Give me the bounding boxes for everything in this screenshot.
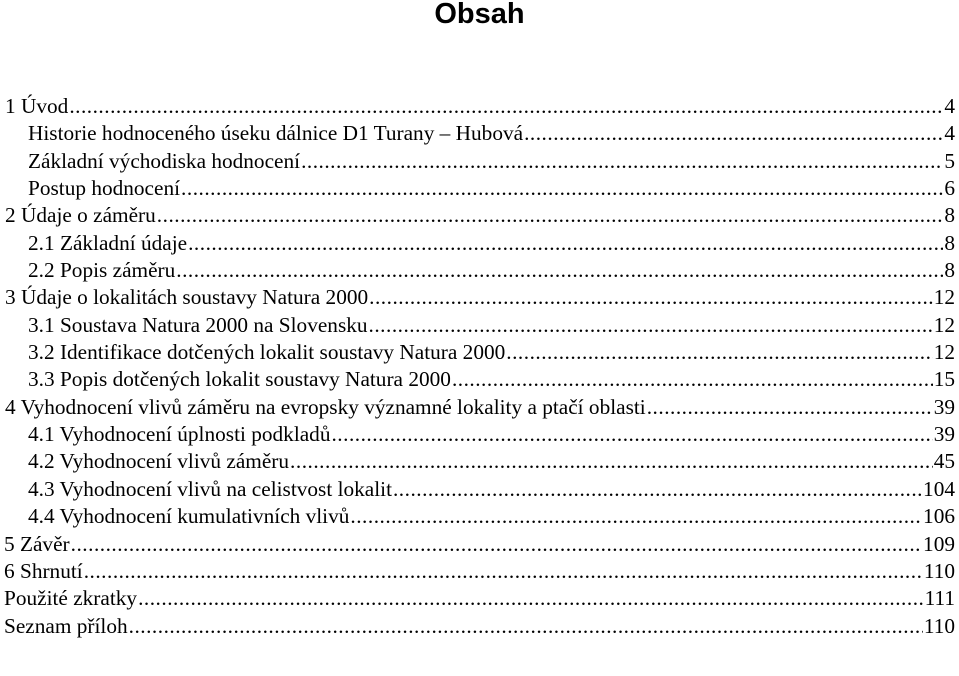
toc-entry-title: 3 Údaje o lokalitách soustavy Natura 2000: [5, 285, 369, 310]
toc-page-number: 111: [924, 586, 955, 611]
toc-page-number: 12: [933, 285, 955, 310]
toc-dot-leader: [369, 312, 933, 339]
toc-dot-leader: [138, 585, 924, 612]
toc-entry-title: Základní východiska hodnocení: [28, 148, 301, 173]
toc-page-number: 6: [944, 176, 955, 201]
toc-page-number: 4: [944, 94, 955, 118]
toc-page-number: 8: [944, 258, 955, 283]
toc-entry-udaje-o-lokalitach[interactable]: [0, 284, 959, 311]
toc-page-number: 104: [923, 476, 955, 501]
toc-entry-soustava-natura[interactable]: [0, 312, 959, 339]
toc-entry-title: 3.2 Identifikace dotčených lokalit soustavy Natura 2000: [28, 340, 506, 365]
page-title: Obsah: [434, 0, 525, 30]
toc-page-number: 45: [933, 449, 955, 474]
toc-entry-zkratky[interactable]: [0, 585, 959, 612]
toc-dot-leader: [331, 421, 932, 448]
toc-entry-title: Historie hodnoceného úseku dálnice D1 Turany – Hubová: [28, 121, 524, 146]
toc-dot-leader: [84, 558, 923, 585]
toc-dot-leader: [71, 531, 922, 558]
toc-dot-leader: [129, 613, 923, 640]
toc-dot-leader: [181, 175, 943, 202]
toc-page-number: 12: [933, 312, 955, 337]
toc-entry-kumulativni[interactable]: [0, 503, 959, 530]
toc-entry-title: 4.2 Vyhodnocení vlivů záměru: [28, 449, 290, 474]
toc-entry-title: 4.1 Vyhodnocení úplnosti podkladů: [28, 422, 331, 447]
toc-page-number: 106: [923, 504, 955, 529]
toc-entry-shrnuti[interactable]: [0, 558, 959, 585]
toc-entry-title: Seznam příloh: [4, 613, 128, 638]
toc-entry-title: 2.1 Základní údaje: [28, 230, 188, 255]
toc-entry-identifikace[interactable]: [0, 339, 959, 366]
toc-page-number: 39: [933, 394, 955, 419]
toc-dot-leader: [176, 257, 943, 284]
toc-page-number: 12: [933, 340, 955, 365]
toc-dot-leader: [188, 230, 943, 257]
toc-dot-leader: [506, 339, 932, 366]
toc-entry-title: 3.3 Popis dotčených lokalit soustavy Natura 2000: [28, 367, 451, 392]
toc-entry-zakladni-udaje[interactable]: [0, 230, 959, 257]
toc-entry-uplnost-podkladu[interactable]: [0, 421, 959, 448]
toc-entry-historie[interactable]: [0, 120, 959, 147]
toc-entry-title: Použité zkratky: [4, 586, 138, 611]
toc-page-number: 110: [923, 613, 955, 638]
toc-entry-zaver[interactable]: [0, 531, 959, 558]
toc-entry-title: 6 Shrnutí: [4, 558, 83, 583]
toc-page-number: 39: [933, 422, 955, 447]
toc-dot-leader: [369, 284, 933, 311]
toc-entry-title: 5 Závěr: [4, 531, 70, 556]
toc-dot-leader: [290, 448, 933, 475]
toc-entry-title: Postup hodnocení: [28, 176, 181, 201]
toc-dot-leader: [301, 148, 943, 175]
toc-entry-title: 4 Vyhodnocení vlivů záměru na evropsky významné lokality a ptačí oblasti: [5, 394, 646, 419]
toc-page-number: 8: [944, 203, 955, 228]
toc-page-number: 5: [944, 148, 955, 173]
toc-entry-celistvost[interactable]: [0, 476, 959, 503]
table-of-contents: [0, 93, 959, 640]
toc-entry-popis-lokalit[interactable]: [0, 366, 959, 393]
toc-entry-postup[interactable]: [0, 175, 959, 202]
toc-entry-prilohy[interactable]: [0, 613, 959, 640]
toc-dot-leader: [393, 476, 922, 503]
toc-page-number: 110: [923, 558, 955, 583]
toc-page-number: 15: [933, 367, 955, 392]
toc-page-number: 4: [944, 121, 955, 146]
toc-entry-vlivy-zameru[interactable]: [0, 448, 959, 475]
toc-entry-vychodiska[interactable]: [0, 148, 959, 175]
toc-entry-udaje-o-zameru[interactable]: [0, 202, 959, 229]
toc-dot-leader: [647, 394, 933, 421]
toc-dot-leader: [452, 366, 933, 393]
toc-entry-uvod[interactable]: [0, 93, 959, 120]
toc-entry-title: 2.2 Popis záměru: [28, 258, 176, 283]
toc-page-number: 8: [944, 230, 955, 255]
toc-entry-title: 4.4 Vyhodnocení kumulativních vlivů: [28, 504, 350, 529]
toc-entry-title: 4.3 Vyhodnocení vlivů na celistvost lokalit: [28, 476, 392, 501]
toc-dot-leader: [350, 503, 922, 530]
toc-entry-popis-zameru[interactable]: [0, 257, 959, 284]
toc-entry-vyhodnoceni-vlivu[interactable]: [0, 394, 959, 421]
toc-dot-leader: [157, 202, 944, 229]
toc-entry-title: 1 Úvod: [5, 94, 69, 118]
toc-entry-title: 2 Údaje o záměru: [5, 203, 156, 228]
toc-entry-title: 3.1 Soustava Natura 2000 na Slovensku: [28, 312, 368, 337]
toc-dot-leader: [524, 120, 943, 147]
toc-dot-leader: [69, 93, 943, 120]
toc-page-number: 109: [923, 531, 955, 556]
